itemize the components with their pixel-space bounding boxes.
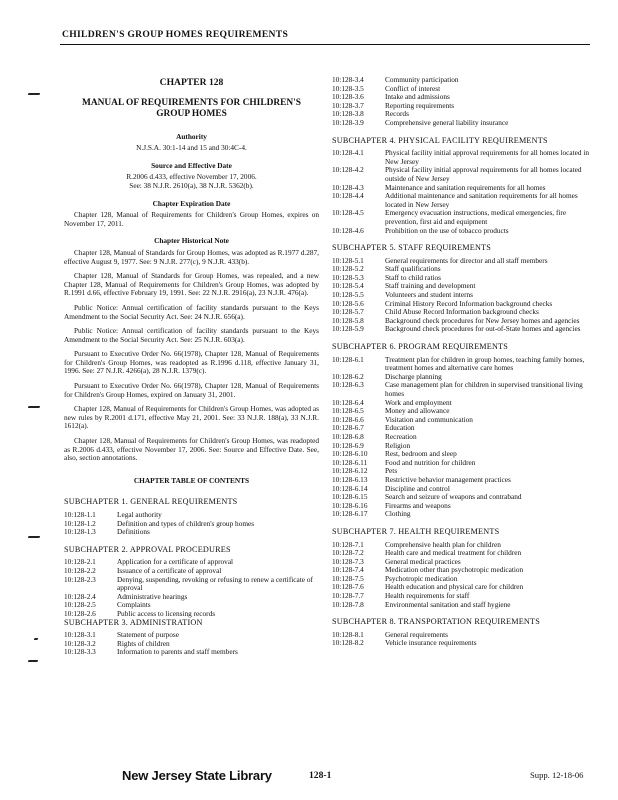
section-title: Background check procedures for New Jersey homes and agencies [385, 315, 580, 325]
section-number: 10:128-7.2 [332, 548, 364, 558]
history-heading: Chapter Historical Note [154, 236, 229, 246]
history-paragraph: Chapter 128, Manual of Requirements for Children's Group Homes, was readopted as R.2006 d.433, effective November 17, 2006. See: Source and Effective Date. See, also, section annotations. [64, 436, 319, 463]
expiration-heading: Chapter Expiration Date [152, 198, 231, 208]
toc-entry [64, 528, 319, 537]
subchapter-heading: SUBCHAPTER 2. APPROVAL PROCEDURES [64, 544, 231, 554]
table-of-contents-continued [332, 137, 590, 648]
section-number: 10:128-2.3 [64, 574, 96, 584]
section-title: Administrative hearings [117, 591, 188, 601]
section-title: Discipline and control [385, 483, 450, 493]
section-number: 10:128-5.3 [332, 272, 364, 282]
section-number: 10:128-3.1 [64, 630, 96, 640]
section-number: 10:128-6.14 [332, 483, 368, 493]
section-title: Comprehensive general liability insurance [385, 117, 509, 127]
toc-entry [64, 648, 319, 657]
section-title: Psychotropic medication [385, 573, 458, 583]
section-number: 10:128-3.8 [332, 109, 364, 119]
section-number: 10:128-4.2 [332, 165, 364, 175]
toc-entry [64, 520, 319, 529]
history-paragraph: Pursuant to Executive Order No. 66(1978), Chapter 128, Manual of Requirements for Children's Group Homes, expired on January 31, 2001. [64, 381, 319, 399]
history-paragraph: Chapter 128, Manual of Standards for Group Homes, was adopted as R.1977 d.287, effective August 9, 1977. See: 9 N.J.R. 277(c), 9 N.J.R. 433(b). [64, 247, 319, 266]
subchapter-heading: SUBCHAPTER 6. PROGRAM REQUIREMENTS [332, 342, 509, 352]
table-of-contents [64, 498, 319, 657]
section-title: Additional maintenance and sanitation requirements for all homes located in New Jersey [385, 191, 578, 209]
section-title: Prohibition on the use of tobacco products [385, 225, 509, 235]
subchapter-heading: SUBCHAPTER 1. GENERAL REQUIREMENTS [64, 497, 238, 507]
section-number: 10:128-5.4 [332, 281, 364, 291]
toc-continued [332, 76, 590, 128]
toc-entry [332, 476, 590, 485]
history-paragraph: Chapter 128, Manual of Standards for Group Homes, was repealed, and a new Chapter 128, Manual of Requirements for Children's Group Homes, was adopted by R.1991 d.66, effective February 19, 1991. See: 22 N.J.R. 2916(a), 23 N.J.R. 476(a). [64, 271, 319, 298]
section-title: Reporting requirements [385, 100, 455, 110]
section-title: Denying, suspending, revoking or refusing to renew a certificate of approval [117, 574, 313, 593]
subchapter-heading: SUBCHAPTER 7. HEALTH REQUIREMENTS [332, 526, 500, 536]
toc-entry [332, 76, 590, 85]
section-number: 10:128-6.2 [332, 371, 364, 381]
section-title: Clothing [385, 509, 411, 519]
toc-entry [332, 433, 590, 442]
section-number: 10:128-8.2 [332, 638, 364, 648]
section-title: General medical practices [385, 556, 461, 566]
section-title: Money and allowance [385, 406, 450, 416]
section-number: 10:128-6.1 [332, 354, 364, 364]
toc-entry [332, 149, 590, 166]
history-paragraph: Public Notice: Annual certification of facility standards pursuant to the Keys Amendment to the Social Security Act. See: 24 N.J.R. 656(a). [64, 302, 319, 321]
section-title: Intake and admissions [385, 92, 450, 102]
source-heading: Source and Effective Date [151, 160, 232, 170]
section-number: 10:128-6.7 [332, 423, 364, 433]
section-number: 10:128-7.4 [332, 565, 364, 575]
toc-entry [64, 593, 319, 602]
section-number: 10:128-3.9 [332, 117, 364, 127]
toc-entry [332, 325, 590, 334]
section-number: 10:128-4.3 [332, 182, 364, 192]
section-number: 10:128-6.13 [332, 474, 368, 484]
section-title: Application for a certificate of approval [117, 557, 234, 567]
page-number: 128-1 [309, 770, 332, 781]
section-number: 10:128-7.8 [332, 599, 364, 609]
section-title: Maintenance and sanitation requirements for all homes [385, 182, 546, 192]
section-number: 10:128-3.7 [332, 100, 364, 110]
section-number: 10:128-5.2 [332, 264, 364, 274]
section-number: 10:128-7.7 [332, 591, 364, 601]
section-title: Medication other than psychotropic medication [385, 565, 524, 575]
section-number: 10:128-6.10 [332, 449, 368, 459]
section-title: Criminal History Record Information background checks [385, 298, 553, 308]
chapter-number: CHAPTER 128 [159, 77, 224, 88]
history-paragraph: Chapter 128, Manual of Requirements for Children's Group Homes, was adopted as new rules by R.2001 d.171, effective May 21, 2001. See: 33 N.J.R. 188(a), 33 N.J.R. 1612(a). [64, 404, 319, 431]
section-title: Records [385, 109, 409, 119]
toc-entry [332, 265, 590, 274]
section-title: Environmental sanitation and staff hygiene [385, 599, 511, 609]
toc-entry [332, 502, 590, 511]
section-title: Comprehensive health plan for children [385, 539, 501, 549]
toc-entry [332, 381, 590, 398]
section-number: 10:128-6.17 [332, 509, 368, 519]
source-text: See: 38 N.J.R. 2610(a), 38 N.J.R. 5362(b). [129, 180, 254, 190]
section-number: 10:128-7.1 [332, 539, 364, 549]
section-number: 10:128-2.5 [64, 600, 96, 610]
header-rule [60, 44, 590, 45]
section-number: 10:128-2.6 [64, 608, 96, 618]
toc-entry [332, 119, 590, 128]
toc-entry [332, 257, 590, 266]
subchapter-heading: SUBCHAPTER 8. TRANSPORTATION REQUIREMENTS [332, 617, 540, 627]
toc-entry [332, 227, 590, 236]
section-number: 10:128-6.3 [332, 380, 364, 390]
section-title: Public access to licensing records [117, 608, 216, 618]
section-number: 10:128-6.12 [332, 466, 368, 476]
section-title: Child Abuse Record Information background checks [385, 307, 539, 317]
section-number: 10:128-2.2 [64, 565, 96, 575]
authority-heading: Authority [176, 131, 207, 141]
section-number: 10:128-1.3 [64, 527, 96, 537]
section-number: 10:128-3.5 [332, 83, 364, 93]
section-title: Health education and physical care for children [385, 582, 524, 592]
right-column [332, 76, 590, 648]
section-title: Volunteers and student interns [385, 290, 474, 300]
toc-entry [332, 601, 590, 610]
section-number: 10:128-1.2 [64, 518, 96, 528]
margin-mark [28, 93, 41, 95]
history-notes [64, 249, 319, 463]
margin-mark [28, 660, 39, 662]
section-title: Staff to child ratios [385, 272, 442, 282]
section-title: Definition and types of children's group homes [117, 518, 255, 528]
section-title: Staff qualifications [385, 264, 441, 274]
section-number: 10:128-6.11 [332, 457, 368, 467]
subchapter-heading: SUBCHAPTER 5. STAFF REQUIREMENTS [332, 243, 492, 253]
section-number: 10:128-3.3 [64, 647, 96, 657]
toc-entry [332, 442, 590, 451]
history-paragraph: Public Notice: Annual certification of facility standards pursuant to the Keys Amendment to the Social Security Act. See: 25 N.J.R. 603(a). [64, 326, 319, 344]
left-column [64, 76, 319, 657]
section-title: Statement of purpose [117, 630, 180, 640]
section-title: General requirements for director and all staff members [385, 255, 548, 265]
margin-mark [28, 536, 41, 538]
section-number: 10:128-4.1 [332, 148, 364, 158]
section-title: Education [385, 423, 415, 433]
section-title: Treatment plan for children in group homes, teaching family homes, treatment homes and alternative care homes [385, 354, 585, 373]
section-title: Pets [385, 466, 398, 476]
section-number: 10:128-4.6 [332, 225, 364, 235]
section-title: Definitions [117, 527, 150, 537]
toc-entry [332, 510, 590, 519]
section-number: 10:128-5.6 [332, 298, 364, 308]
section-title: Firearms and weapons [385, 500, 451, 510]
section-title: Case management plan for children in supervised transitional living homes [385, 380, 583, 398]
section-title: Emergency evacuation instructions, medical emergencies, fire prevention, first aid and equipment [385, 208, 567, 226]
section-number: 10:128-5.5 [332, 290, 364, 300]
toc-entry [332, 424, 590, 433]
section-title: Vehicle insurance requirements [385, 638, 477, 648]
section-number: 10:128-6.9 [332, 440, 364, 450]
expiration-text: Chapter 128, Manual of Requirements for Children's Group Homes, expires on November 17, 2011. [64, 210, 319, 228]
margin-mark [28, 406, 41, 408]
toc-entry [332, 85, 590, 94]
toc-entry [332, 566, 590, 575]
section-title: Rights of children [117, 638, 170, 648]
section-title: Visitation and communication [385, 414, 473, 424]
subchapter-heading: SUBCHAPTER 4. PHYSICAL FACILITY REQUIREMENTS [332, 135, 548, 145]
section-title: Conflict of interest [385, 83, 441, 93]
section-title: Rest, bedroom and sleep [385, 449, 457, 459]
section-title: Health care and medical treatment for children [385, 548, 522, 558]
section-number: 10:128-7.5 [332, 573, 364, 583]
toc-entry [332, 549, 590, 558]
toc-entry [332, 399, 590, 408]
section-number: 10:128-3.4 [332, 75, 364, 84]
section-title: Health requirements for staff [385, 591, 470, 601]
section-title: Legal authority [117, 510, 162, 519]
source-text: R.2006 d.433, effective November 17, 2006. [126, 172, 257, 182]
section-title: Search and seizure of weapons and contraband [385, 492, 522, 502]
margin-mark [34, 638, 39, 640]
section-number: 10:128-7.3 [332, 556, 364, 566]
section-title: Restrictive behavior management practices [385, 474, 511, 484]
subchapter-heading: SUBCHAPTER 3. ADMINISTRATION [64, 617, 203, 627]
toc-entry [332, 209, 590, 226]
section-title: Work and employment [385, 397, 452, 407]
toc-entry [332, 93, 590, 102]
toc-entry [64, 576, 319, 593]
section-number: 10:128-6.8 [332, 431, 364, 441]
toc-entry [332, 102, 590, 111]
section-number: 10:128-2.4 [64, 591, 96, 601]
toc-entry [332, 493, 590, 502]
toc-entry [332, 459, 590, 468]
section-number: 10:128-6.4 [332, 397, 364, 407]
section-title: Information to parents and staff members [117, 647, 238, 657]
chapter-title: MANUAL OF REQUIREMENTS FOR CHILDREN'S GROUP HOMES [82, 97, 301, 120]
section-title: Background check procedures for out-of-State homes and agencies [385, 324, 581, 334]
section-number: 10:128-4.5 [332, 208, 364, 218]
section-title: Staff training and development [385, 281, 476, 291]
supplement-date: Supp. 12-18-06 [530, 770, 584, 780]
history-paragraph: Pursuant to Executive Order No. 66(1978), Chapter 128, Manual of Requirements for Children's Group Homes, was readopted as R.1996 d.118, effective January 31, 1996. See: 27 N.J.R. 4266(a), 28 N.J.R. 1379(c). [64, 349, 319, 376]
section-number: 10:128-8.1 [332, 629, 364, 639]
section-number: 10:128-3.2 [64, 638, 96, 648]
section-title: Physical facility initial approval requirements for all homes located outside of New Jersey [385, 165, 582, 183]
authority-text: N.J.S.A. 30:1-14 and 15 and 30:4C-4. [136, 143, 247, 153]
section-title: General requirements [385, 629, 449, 639]
section-number: 10:128-7.6 [332, 582, 364, 592]
section-number: 10:128-6.16 [332, 500, 368, 510]
section-number: 10:128-5.9 [332, 324, 364, 334]
toc-entry [332, 639, 590, 648]
section-number: 10:128-6.6 [332, 414, 364, 424]
toc-entry [332, 192, 590, 209]
toc-heading: CHAPTER TABLE OF CONTENTS [133, 475, 250, 485]
section-number: 10:128-6.15 [332, 492, 368, 502]
section-title: Community participation [385, 75, 459, 84]
section-title: Issuance of a certificate of approval [117, 565, 222, 575]
running-head: CHILDREN'S GROUP HOMES REQUIREMENTS [62, 29, 289, 40]
section-title: Discharge planning [385, 371, 442, 381]
section-title: Complaints [117, 600, 151, 610]
section-title: Food and nutrition for children [385, 457, 476, 467]
section-title: Religion [385, 440, 411, 450]
section-title: Recreation [385, 431, 417, 441]
section-number: 10:128-1.1 [64, 510, 96, 519]
section-number: 10:128-5.1 [332, 255, 364, 265]
toc-entry [64, 631, 319, 640]
section-title: Physical facility initial approval requirements for all homes located in New Jersey [385, 148, 590, 166]
section-number: 10:128-2.1 [64, 557, 96, 567]
library-watermark: New Jersey State Library [122, 768, 272, 783]
toc-entry [332, 166, 590, 183]
section-number: 10:128-4.4 [332, 191, 364, 201]
section-number: 10:128-6.5 [332, 406, 364, 416]
toc-entry [332, 416, 590, 425]
section-number: 10:128-5.7 [332, 307, 364, 317]
section-number: 10:128-3.6 [332, 92, 364, 102]
toc-entry [332, 356, 590, 373]
section-number: 10:128-5.8 [332, 315, 364, 325]
